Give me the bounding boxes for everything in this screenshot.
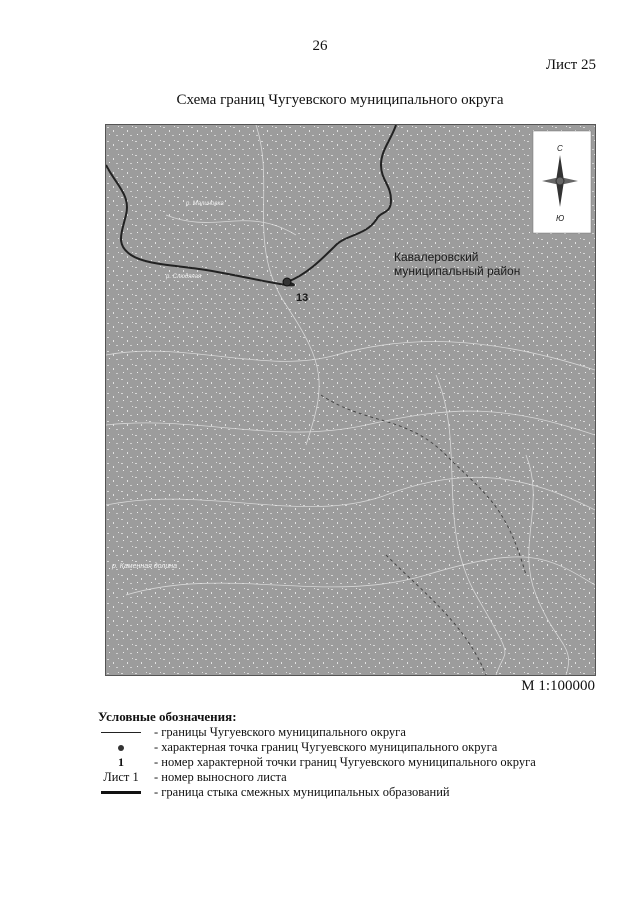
legend-text: - границы Чугуевского муниципального округа [154, 725, 406, 739]
boundary-point-number: 13 [296, 292, 309, 304]
page-number: 26 [312, 38, 328, 54]
legend-row-point [98, 740, 618, 755]
legend-symbol-number: 1 [118, 755, 124, 769]
map-scale: М 1:100000 [521, 678, 595, 694]
legend-text: - номер выносного листа [154, 770, 287, 784]
district-label-line1: Кавалеровский [394, 250, 479, 264]
place-name-upper: р. Малиновка [186, 201, 224, 207]
legend-row-point-number [98, 755, 618, 770]
map-frame [105, 124, 596, 676]
boundary-point-marker [283, 278, 291, 286]
map-canvas [106, 125, 595, 675]
map-title: Схема границ Чугуевского муниципального округа [176, 92, 504, 108]
legend-symbol-sheet: Лист 1 [103, 770, 139, 784]
place-name-lower-left: р. Каменная долина [112, 563, 177, 570]
legend-text: - граница стыка смежных муниципальных образований [154, 785, 450, 799]
place-name-left: р. Слюдяная [166, 274, 202, 280]
legend-symbol [98, 785, 144, 800]
thin-line-icon [101, 732, 141, 733]
compass-rose [533, 131, 591, 233]
legend-row-sheet [98, 770, 618, 785]
compass-north-label: С [557, 144, 563, 153]
legend-row-boundary [98, 725, 618, 740]
sheet-label: Лист 25 [545, 57, 596, 73]
terrain-background [106, 125, 595, 675]
thick-line-icon [101, 791, 141, 794]
legend-symbol [98, 725, 144, 740]
legend-text: - характерная точка границ Чугуевского муниципального округа [154, 740, 498, 754]
district-label-line2: муниципальный район [394, 264, 521, 278]
dot-icon [118, 745, 124, 751]
legend-title: Условные обозначения: [98, 709, 237, 724]
legend-text: - номер характерной точки границ Чугуевского муниципального округа [154, 755, 536, 769]
legend-symbol [98, 740, 144, 755]
compass-south-label: Ю [556, 214, 565, 223]
legend-row-junction [98, 785, 618, 800]
